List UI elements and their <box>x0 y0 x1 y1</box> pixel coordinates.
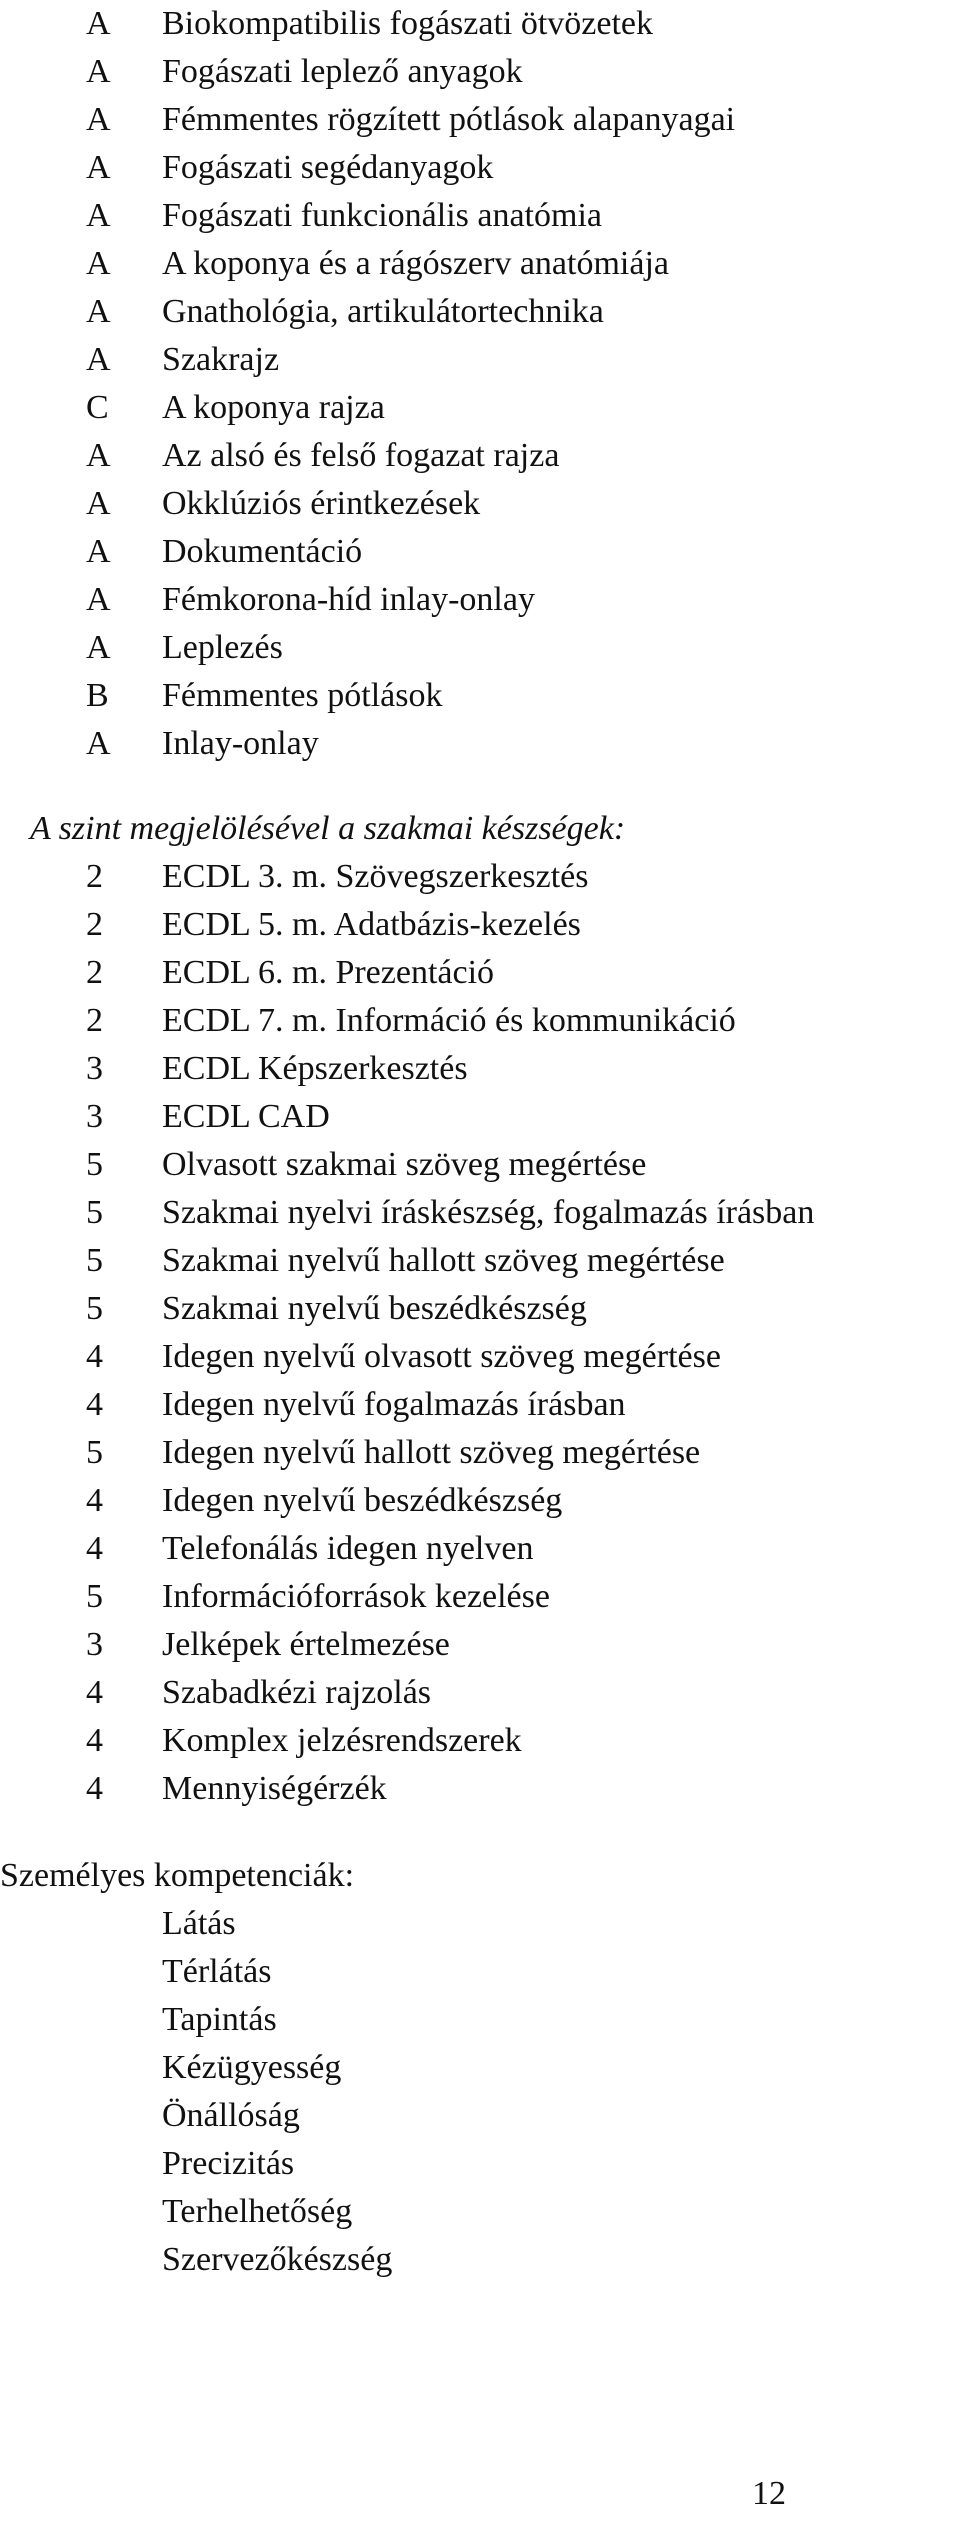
skill-name: Telefonálás idegen nyelven <box>162 1530 534 1567</box>
level-code: A <box>86 53 111 90</box>
subject-name: Fémmentes pótlások <box>162 677 443 714</box>
level-code: 5 <box>86 1194 103 1231</box>
subject-name: Szakrajz <box>162 341 280 378</box>
subject-name: Leplezés <box>162 629 283 666</box>
skill-name: Mennyiségérzék <box>162 1770 387 1807</box>
level-code: 4 <box>86 1722 103 1759</box>
skill-name: Komplex jelzésrendszerek <box>162 1722 522 1759</box>
level-code: 4 <box>86 1386 103 1423</box>
level-code: A <box>86 293 111 330</box>
skill-name: ECDL Képszerkesztés <box>162 1050 468 1087</box>
competency-name: Önállóság <box>162 2097 300 2134</box>
skill-name: Szakmai nyelvi íráskészség, fogalmazás írásban <box>162 1194 815 1231</box>
level-code: 4 <box>86 1530 103 1567</box>
subject-name: Fogászati funkcionális anatómia <box>162 197 602 234</box>
subject-name: Fogászati leplező anyagok <box>162 53 523 90</box>
competency-name: Térlátás <box>162 1953 272 1990</box>
subject-name: Az alsó és felső fogazat rajza <box>162 437 560 474</box>
level-code: 5 <box>86 1146 103 1183</box>
level-code: A <box>86 725 111 762</box>
subject-name: Okklúziós érintkezések <box>162 485 481 522</box>
level-code: 2 <box>86 858 103 895</box>
subject-name: Gnathológia, artikulátortechnika <box>162 293 604 330</box>
skill-name: Idegen nyelvű beszédkészség <box>162 1482 563 1519</box>
skills-heading: A szint megjelölésével a szakmai készségek: <box>30 810 626 847</box>
personal-heading: Személyes kompetenciák: <box>0 1857 355 1894</box>
skill-name: Szabadkézi rajzolás <box>162 1674 432 1711</box>
level-code: A <box>86 437 111 474</box>
level-code: A <box>86 245 111 282</box>
competency-name: Szervezőkészség <box>162 2241 393 2278</box>
skill-name: Szakmai nyelvű hallott szöveg megértése <box>162 1242 725 1279</box>
skill-name: Információforrások kezelése <box>162 1578 550 1615</box>
level-code: 2 <box>86 906 103 943</box>
skill-name: Idegen nyelvű olvasott szöveg megértése <box>162 1338 721 1375</box>
competency-name: Precizitás <box>162 2145 295 2182</box>
level-code: A <box>86 629 111 666</box>
level-code: 2 <box>86 954 103 991</box>
competency-name: Terhelhetőség <box>162 2193 353 2230</box>
skill-name: Szakmai nyelvű beszédkészség <box>162 1290 587 1327</box>
level-code: 5 <box>86 1290 103 1327</box>
skill-name: Idegen nyelvű fogalmazás írásban <box>162 1386 626 1423</box>
level-code: B <box>86 677 109 714</box>
level-code: A <box>86 533 111 570</box>
level-code: 4 <box>86 1770 103 1807</box>
level-code: 5 <box>86 1578 103 1615</box>
level-code: 2 <box>86 1002 103 1039</box>
skill-name: Jelképek értelmezése <box>162 1626 450 1663</box>
competency-name: Látás <box>162 1905 236 1942</box>
skill-name: ECDL 5. m. Adatbázis-kezelés <box>162 906 581 943</box>
skill-name: ECDL 6. m. Prezentáció <box>162 954 495 991</box>
competency-name: Tapintás <box>162 2001 277 2038</box>
level-code: 4 <box>86 1674 103 1711</box>
page-number: 12 <box>752 2475 786 2512</box>
skill-name: Olvasott szakmai szöveg megértése <box>162 1146 647 1183</box>
competency-name: Kézügyesség <box>162 2049 342 2086</box>
level-code: 4 <box>86 1338 103 1375</box>
level-code: A <box>86 341 111 378</box>
level-code: A <box>86 485 111 522</box>
subject-name: A koponya és a rágószerv anatómiája <box>162 245 669 282</box>
skill-name: Idegen nyelvű hallott szöveg megértése <box>162 1434 701 1471</box>
level-code: 3 <box>86 1098 103 1135</box>
subject-name: Fogászati segédanyagok <box>162 149 494 186</box>
level-code: 3 <box>86 1050 103 1087</box>
subject-name: Biokompatibilis fogászati ötvözetek <box>162 5 654 42</box>
subject-name: A koponya rajza <box>162 389 385 426</box>
level-code: 5 <box>86 1434 103 1471</box>
level-code: A <box>86 5 111 42</box>
level-code: 3 <box>86 1626 103 1663</box>
level-code: A <box>86 101 111 138</box>
subject-name: Fémmentes rögzített pótlások alapanyagai <box>162 101 736 138</box>
subject-name: Fémkorona-híd inlay-onlay <box>162 581 535 618</box>
subject-name: Dokumentáció <box>162 533 363 570</box>
level-code: A <box>86 581 111 618</box>
skill-name: ECDL CAD <box>162 1098 330 1135</box>
subject-name: Inlay-onlay <box>162 725 319 762</box>
level-code: A <box>86 197 111 234</box>
skill-name: ECDL 3. m. Szövegszerkesztés <box>162 858 589 895</box>
skill-name: ECDL 7. m. Információ és kommunikáció <box>162 1002 736 1039</box>
level-code: A <box>86 149 111 186</box>
level-code: 5 <box>86 1242 103 1279</box>
level-code: C <box>86 389 109 426</box>
level-code: 4 <box>86 1482 103 1519</box>
